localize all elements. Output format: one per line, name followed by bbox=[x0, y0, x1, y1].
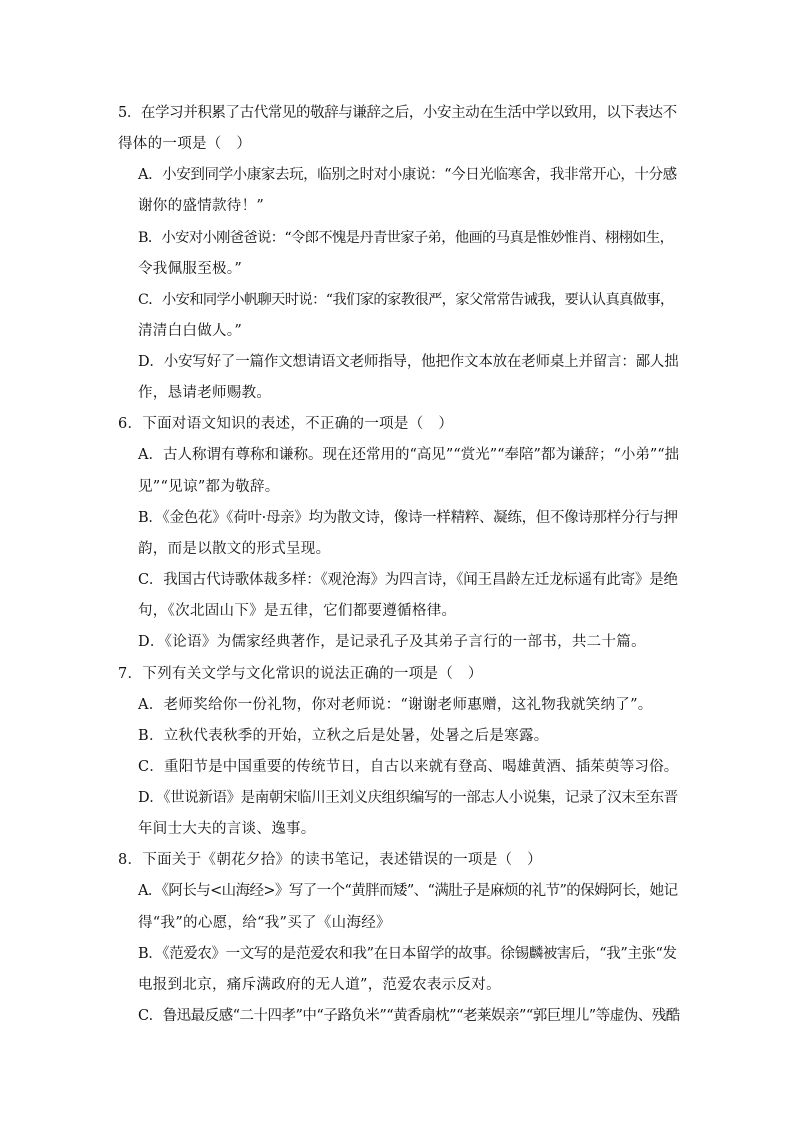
question-5-option-a-cont: 谢你的盛情款待！” bbox=[138, 198, 265, 214]
question-6-option-b-cont: 韵，而是以散文的形式呈现。 bbox=[138, 541, 331, 557]
question-5-option-c-cont: 清清白白做人。” bbox=[138, 323, 243, 339]
question-5-stem-cont: 得体的一项是（ ） bbox=[118, 136, 252, 152]
question-7-option-d: D．《世说新语》是南朝宋临川王刘义庆组织编写的一部志人小说集，记录了汉末至东晋 bbox=[138, 790, 678, 806]
question-8-stem: 8．下面关于《朝花夕拾》的读书笔记，表述错误的一项是（ ） bbox=[118, 852, 542, 868]
question-5-stem: 5．在学习并积累了古代常见的敬辞与谦辞之后，小安主动在生活中学以致用，以下表达不 bbox=[118, 105, 677, 121]
question-8-option-a: A．《阿长与<山海经>》写了一个“黄胖而矮”、“满肚子是麻烦的礼节”的保姆阿长，她记 bbox=[138, 883, 678, 899]
question-7-option-c: C．重阳节是中国重要的传统节日，自古以来就有登高、喝雄黄酒、插茱萸等习俗。 bbox=[138, 759, 679, 775]
question-8-option-b-cont: 电报到北京，痛斥满政府的无人道”，范爱农表示反对。 bbox=[138, 977, 501, 993]
question-7-option-b: B．立秋代表秋季的开始，立秋之后是处暑，处暑之后是寒露。 bbox=[138, 728, 549, 744]
question-6-option-c: C．我国古代诗歌体裁多样：《观沧海》为四言诗，《闻王昌龄左迁龙标遥有此寄》是绝 bbox=[138, 572, 678, 588]
question-5-option-b-cont: 令我佩服至极。” bbox=[138, 261, 243, 277]
question-6-option-a: A．古人称谓有尊称和谦称。现在还常用的“高见”“赏光”“奉陪”都为谦辞；“小弟”“拙 bbox=[138, 447, 680, 463]
question-8-option-b: B．《范爱农》一文写的是范爱农和我”在日本留学的故事。徐锡麟被害后，“我”主张“发 bbox=[138, 946, 677, 962]
question-5-option-c: C．小安和同学小帆聊天时说：“我们家的家教很严，家父常常告诫我，要认认真真做事， bbox=[138, 292, 674, 308]
question-7-option-d-cont: 年间士大夫的言谈、逸事。 bbox=[138, 821, 316, 837]
question-6-option-c-cont: 句，《次北固山下》是五律，它们都要遵循格律。 bbox=[138, 603, 457, 619]
question-8-option-a-cont: 得“我”的心愿，给“我”买了《山海经》 bbox=[138, 915, 391, 931]
question-5-option-d-cont: 作，恳请老师赐教。 bbox=[138, 385, 272, 401]
question-5-option-b: B．小安对小刚爸爸说：“令郎不愧是丹青世家子弟，他画的马真是惟妙惟肖、栩栩如生， bbox=[138, 230, 674, 246]
question-6-stem: 6．下面对语文知识的表述，不正确的一项是（ ） bbox=[118, 416, 454, 432]
question-7-option-a: A．老师奖给你一份礼物，你对老师说：“谢谢老师惠赠，这礼物我就笑纳了”。 bbox=[138, 697, 653, 713]
question-5-option-d: D．小安写好了一篇作文想请语文老师指导，他把作文本放在老师桌上并留言：鄙人拙 bbox=[138, 354, 679, 370]
question-8-option-c: C．鲁迅最反感“二十四孝”中“子路负米”“黄香扇枕”“老莱娱亲”“郭巨埋儿”等虚伪、残酷 bbox=[138, 1008, 680, 1024]
question-6-option-b: B．《金色花》《荷叶·母亲》均为散文诗，像诗一样精粹、凝练，但不像诗那样分行与押 bbox=[138, 510, 678, 526]
question-5-option-a: A．小安到同学小康家去玩，临别之时对小康说：“今日光临寒舍，我非常开心，十分感 bbox=[138, 167, 677, 183]
question-6-option-d: D．《论语》为儒家经典著作，是记录孔子及其弟子言行的一部书，共二十篇。 bbox=[138, 634, 646, 650]
question-6-option-a-cont: 见”“见谅”都为敬辞。 bbox=[138, 479, 280, 495]
question-7-stem: 7．下列有关文学与文化常识的说法正确的一项是（ ） bbox=[118, 666, 483, 682]
